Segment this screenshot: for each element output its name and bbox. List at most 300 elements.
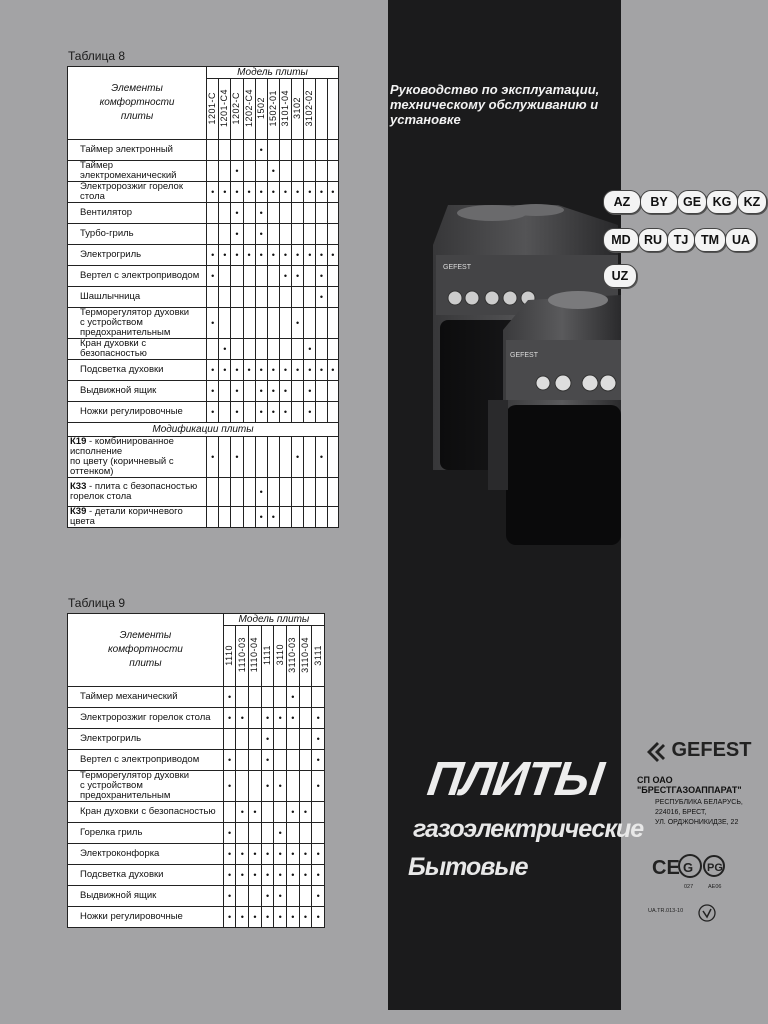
mark-cell: • [236, 865, 249, 886]
mark-cell [219, 478, 231, 507]
mark-cell: • [223, 865, 236, 886]
row-label: Ножки регулировочные [68, 402, 207, 423]
mark-cell: • [255, 381, 267, 402]
mark-cell [243, 381, 255, 402]
table-row [68, 844, 325, 865]
mod-description: - комбинированное исполнение по цвету (коричневый с оттенком) [70, 436, 174, 477]
mark-cell: • [316, 266, 327, 287]
mark-cell: • [312, 708, 325, 729]
mark-cell [236, 750, 249, 771]
mark-cell [219, 224, 231, 245]
table-row [68, 360, 339, 381]
model-title: Модель плиты [207, 67, 339, 79]
mark-cell [267, 140, 279, 161]
row-label: Вертел с электроприводом [68, 750, 224, 771]
mark-cell [292, 402, 304, 423]
mark-cell [312, 802, 325, 823]
mark-cell: • [267, 507, 279, 528]
model-label: 1502-01 [267, 89, 278, 127]
mark-cell: • [312, 886, 325, 907]
row-label: Турбо-гриль [68, 224, 207, 245]
mark-cell [316, 381, 327, 402]
mark-cell: • [231, 203, 243, 224]
lang-badge-md: MD [603, 228, 639, 252]
header-row [68, 614, 325, 626]
mark-cell: • [304, 402, 316, 423]
mark-cell [304, 478, 316, 507]
mark-cell [236, 771, 249, 802]
mark-cell [327, 140, 338, 161]
mark-cell [287, 771, 300, 802]
model-col [255, 79, 267, 140]
mark-cell: • [243, 182, 255, 203]
mark-cell: • [316, 245, 327, 266]
model-label: 3110-04 [299, 637, 310, 673]
mark-cell: • [207, 308, 219, 339]
mark-cell: • [274, 907, 287, 928]
mark-cell: • [304, 360, 316, 381]
mark-cell [267, 308, 279, 339]
cover-title: ПЛИТЫ [424, 753, 607, 806]
mark-cell [327, 507, 338, 528]
cert-code-2: АЕ06 [708, 884, 722, 890]
model-title: Модель плиты [223, 614, 324, 626]
mark-cell: • [312, 907, 325, 928]
mark-cell: • [231, 381, 243, 402]
model-col [279, 79, 291, 140]
certification-icons [650, 850, 730, 884]
mark-cell: • [243, 360, 255, 381]
mark-cell: • [219, 182, 231, 203]
mark-cell [299, 823, 312, 844]
svg-text:CE: CE [652, 857, 680, 879]
lang-badge-ge: GE [677, 190, 707, 214]
model-label: 1201-С4 [219, 88, 230, 128]
table-row [68, 381, 339, 402]
table-row [68, 182, 339, 203]
mark-cell [292, 287, 304, 308]
mark-cell: • [223, 687, 236, 708]
mark-cell [299, 687, 312, 708]
mod-title: Модификации плиты [68, 423, 339, 437]
mark-cell: • [249, 907, 262, 928]
mark-cell [287, 886, 300, 907]
mark-cell: • [223, 708, 236, 729]
lang-badge-ru: RU [638, 228, 668, 252]
model-col [316, 79, 327, 140]
mark-cell: • [249, 802, 262, 823]
mark-cell [231, 266, 243, 287]
mark-cell: • [327, 360, 338, 381]
mark-cell [219, 203, 231, 224]
row-label: Таймер электронный [68, 140, 207, 161]
mark-cell [249, 750, 262, 771]
mark-cell [327, 161, 338, 182]
mark-cell [279, 437, 291, 478]
mark-cell [261, 687, 274, 708]
model-col [236, 626, 249, 687]
mark-cell: • [219, 339, 231, 360]
mark-cell: • [249, 844, 262, 865]
mark-cell [249, 886, 262, 907]
mark-cell: • [274, 844, 287, 865]
guide-title: Руководство по эксплуатации, техническому обслуживанию и установке [390, 82, 600, 127]
mark-cell [207, 507, 219, 528]
mark-cell [316, 203, 327, 224]
mark-cell [207, 339, 219, 360]
model-label: 3102 [292, 96, 303, 120]
brand-logo [645, 738, 751, 766]
mark-cell [207, 161, 219, 182]
model-label: 3110-03 [287, 637, 298, 673]
mark-cell [243, 478, 255, 507]
table-row [68, 687, 325, 708]
mark-cell [279, 339, 291, 360]
mark-cell: • [267, 402, 279, 423]
model-label: 1110-04 [249, 637, 260, 673]
mark-cell: • [236, 708, 249, 729]
mark-cell: • [255, 360, 267, 381]
model-col [274, 626, 287, 687]
mark-cell: • [274, 771, 287, 802]
mod-row [68, 507, 339, 528]
mod-header-row [68, 423, 339, 437]
model-col [299, 626, 312, 687]
lang-badge-by: BY [640, 190, 678, 214]
mark-cell [243, 140, 255, 161]
mark-cell [219, 437, 231, 478]
table-row [68, 161, 339, 182]
mark-cell [236, 687, 249, 708]
row-label: Таймер механический [68, 687, 224, 708]
mark-cell [207, 140, 219, 161]
model-col [312, 626, 325, 687]
mark-cell: • [207, 437, 219, 478]
mark-cell: • [249, 865, 262, 886]
ua-cert-code: UA.TR.013-10 [648, 908, 684, 914]
mark-cell [304, 203, 316, 224]
mark-cell [327, 402, 338, 423]
mark-cell [231, 339, 243, 360]
mark-cell [304, 507, 316, 528]
mark-cell [223, 802, 236, 823]
model-col [304, 79, 316, 140]
cover-subtitle-1: газоэлектрические [413, 815, 644, 843]
company-address: РЕСПУБЛИКА БЕЛАРУСЬ, 224016, БРЕСТ, УЛ. ОРДЖОНИКИДЗЕ, 22 [655, 799, 743, 826]
mod-row [68, 437, 339, 478]
row-label: Горелка гриль [68, 823, 224, 844]
mark-cell: • [312, 729, 325, 750]
table-row [68, 339, 339, 360]
mark-cell [261, 802, 274, 823]
mark-cell: • [261, 865, 274, 886]
table-row [68, 224, 339, 245]
model-col [207, 79, 219, 140]
mark-cell [219, 381, 231, 402]
row-label: Подсветка духовки [68, 865, 224, 886]
mark-cell: • [299, 865, 312, 886]
mark-cell: • [292, 266, 304, 287]
mark-cell: • [279, 245, 291, 266]
row-label: Электророзжиг горелок стола [68, 708, 224, 729]
mark-cell [287, 823, 300, 844]
model-col [287, 626, 300, 687]
mark-cell [279, 308, 291, 339]
mark-cell [243, 507, 255, 528]
row-label: Ножки регулировочные [68, 907, 224, 928]
mod-row [68, 478, 339, 507]
lang-badge-uz: UZ [603, 264, 637, 288]
mark-cell [207, 203, 219, 224]
mark-cell [327, 224, 338, 245]
mark-cell [267, 437, 279, 478]
row-label: Электрогриль [68, 729, 224, 750]
mark-cell: • [304, 339, 316, 360]
mark-cell [292, 203, 304, 224]
mark-cell [304, 437, 316, 478]
mark-cell [243, 287, 255, 308]
brand-name: GEFEST [671, 739, 752, 762]
mark-cell: • [267, 245, 279, 266]
table-row [68, 266, 339, 287]
mark-cell [231, 507, 243, 528]
row-label: Шашлычница [68, 287, 207, 308]
svg-text:PG: PG [707, 862, 723, 874]
table9-caption: Таблица 9 [68, 596, 126, 610]
mark-cell: • [261, 907, 274, 928]
mark-cell: • [223, 750, 236, 771]
mark-cell [316, 478, 327, 507]
mark-cell [219, 287, 231, 308]
model-col [267, 79, 279, 140]
model-label: 3111 [312, 644, 323, 666]
mark-cell: • [219, 360, 231, 381]
mark-cell: • [243, 245, 255, 266]
mark-cell: • [231, 161, 243, 182]
mark-cell: • [255, 478, 267, 507]
mark-cell [316, 402, 327, 423]
lang-badge-az: AZ [603, 190, 641, 214]
mark-cell [249, 729, 262, 750]
table-row [68, 907, 325, 928]
mark-cell: • [287, 708, 300, 729]
mark-cell: • [287, 844, 300, 865]
mark-cell [292, 339, 304, 360]
header-label: Элементы комфортности плиты [68, 67, 207, 140]
mark-cell [255, 266, 267, 287]
lang-badge-kz: KZ [737, 190, 767, 214]
mark-cell: • [261, 729, 274, 750]
ua-cert-icon [697, 903, 717, 923]
table-row [68, 203, 339, 224]
mark-cell [267, 287, 279, 308]
table-row [68, 886, 325, 907]
mark-cell [327, 287, 338, 308]
mark-cell: • [267, 360, 279, 381]
row-label: Кран духовки с безопасностью [68, 802, 224, 823]
mark-cell: • [223, 844, 236, 865]
model-col [261, 626, 274, 687]
mark-cell [316, 140, 327, 161]
mark-cell [261, 823, 274, 844]
mark-cell: • [279, 182, 291, 203]
mark-cell: • [255, 245, 267, 266]
mod-description: - детали коричневого цвета [70, 506, 183, 527]
mark-cell: • [219, 245, 231, 266]
mark-cell: • [287, 907, 300, 928]
mark-cell: • [274, 886, 287, 907]
model-label: 1111 [262, 644, 273, 666]
mark-cell: • [292, 308, 304, 339]
mark-cell [316, 507, 327, 528]
mark-cell [231, 478, 243, 507]
row-label: Кран духовки с безопасностью [68, 339, 207, 360]
mark-cell [292, 478, 304, 507]
mark-cell: • [207, 182, 219, 203]
mark-cell: • [207, 360, 219, 381]
mark-cell [219, 140, 231, 161]
mark-cell: • [231, 360, 243, 381]
mark-cell [274, 802, 287, 823]
lang-badge-kg: KG [706, 190, 738, 214]
mark-cell [316, 308, 327, 339]
mark-cell: • [207, 402, 219, 423]
mark-cell [267, 224, 279, 245]
mark-cell: • [279, 381, 291, 402]
mark-cell [207, 478, 219, 507]
mark-cell [219, 266, 231, 287]
model-label: 1201-С [207, 91, 218, 125]
mark-cell: • [312, 865, 325, 886]
row-label: Таймер электромеханический [68, 161, 207, 182]
model-label: 1202-С4 [243, 88, 254, 128]
mark-cell [255, 161, 267, 182]
mark-cell [267, 266, 279, 287]
mark-cell [207, 287, 219, 308]
table-row [68, 802, 325, 823]
table-row [68, 708, 325, 729]
model-label: 3101-04 [279, 89, 290, 127]
mark-cell [304, 161, 316, 182]
table-row [68, 750, 325, 771]
model-label: 1110-03 [236, 637, 247, 673]
mark-cell [299, 886, 312, 907]
mark-cell: • [255, 224, 267, 245]
svg-text:G: G [683, 860, 694, 875]
model-label: 1202-С [231, 91, 242, 125]
table8 [67, 66, 339, 528]
mark-cell [279, 161, 291, 182]
lang-badge-tj: TJ [667, 228, 695, 252]
mark-cell: • [236, 802, 249, 823]
mark-cell: • [299, 844, 312, 865]
mark-cell: • [316, 287, 327, 308]
row-label: Электророзжиг горелок стола [68, 182, 207, 203]
mark-cell: • [274, 708, 287, 729]
mark-cell [231, 308, 243, 339]
model-label: 3102-02 [304, 89, 315, 127]
mark-cell [312, 823, 325, 844]
row-label: Терморегулятор духовки с устройством предохранительным [68, 308, 207, 339]
mark-cell: • [279, 360, 291, 381]
mark-cell [219, 402, 231, 423]
mark-cell [231, 287, 243, 308]
table-row [68, 308, 339, 339]
mark-cell: • [279, 266, 291, 287]
mark-cell [327, 437, 338, 478]
mark-cell [255, 339, 267, 360]
mark-cell: • [207, 266, 219, 287]
model-col [327, 79, 338, 140]
mark-cell: • [287, 802, 300, 823]
mark-cell: • [316, 182, 327, 203]
mark-cell [236, 729, 249, 750]
mark-cell [255, 287, 267, 308]
mod-label [68, 437, 207, 478]
mark-cell [292, 161, 304, 182]
mark-cell [316, 224, 327, 245]
mark-cell [292, 140, 304, 161]
mark-cell [304, 224, 316, 245]
mod-code: К39 [70, 506, 87, 517]
mark-cell: • [261, 844, 274, 865]
mark-cell: • [299, 907, 312, 928]
mod-description: - плита с безопасностью горелок стола [70, 481, 198, 502]
model-label: 1502 [255, 96, 266, 120]
row-label: Подсветка духовки [68, 360, 207, 381]
mark-cell: • [223, 907, 236, 928]
lang-badge-ua: UA [725, 228, 757, 252]
mark-cell [243, 339, 255, 360]
mark-cell [304, 266, 316, 287]
mod-code: К33 [70, 481, 87, 492]
table-row [68, 729, 325, 750]
gefest-logo-icon [645, 738, 667, 766]
row-label: Электроконфорка [68, 844, 224, 865]
mark-cell: • [255, 140, 267, 161]
mark-cell: • [292, 245, 304, 266]
mark-cell: • [207, 381, 219, 402]
model-col [231, 79, 243, 140]
mark-cell: • [261, 771, 274, 802]
mark-cell [243, 161, 255, 182]
mark-cell [299, 729, 312, 750]
mark-cell: • [312, 750, 325, 771]
cert-code-1: 027 [684, 884, 694, 890]
mark-cell [255, 308, 267, 339]
mark-cell: • [236, 907, 249, 928]
mark-cell [207, 224, 219, 245]
mark-cell [292, 507, 304, 528]
mark-cell [304, 308, 316, 339]
table8-caption: Таблица 8 [68, 49, 126, 63]
mark-cell [316, 339, 327, 360]
mark-cell [249, 823, 262, 844]
table-row [68, 140, 339, 161]
mark-cell [249, 708, 262, 729]
table-row [68, 402, 339, 423]
mark-cell [231, 140, 243, 161]
mark-cell: • [292, 437, 304, 478]
cover-subtitle-2: Бытовые [408, 853, 528, 881]
mark-cell: • [304, 245, 316, 266]
table-row [68, 245, 339, 266]
mark-cell [299, 708, 312, 729]
mark-cell [299, 750, 312, 771]
row-label: Электрогриль [68, 245, 207, 266]
mod-code: К19 [70, 436, 87, 447]
mark-cell [243, 402, 255, 423]
